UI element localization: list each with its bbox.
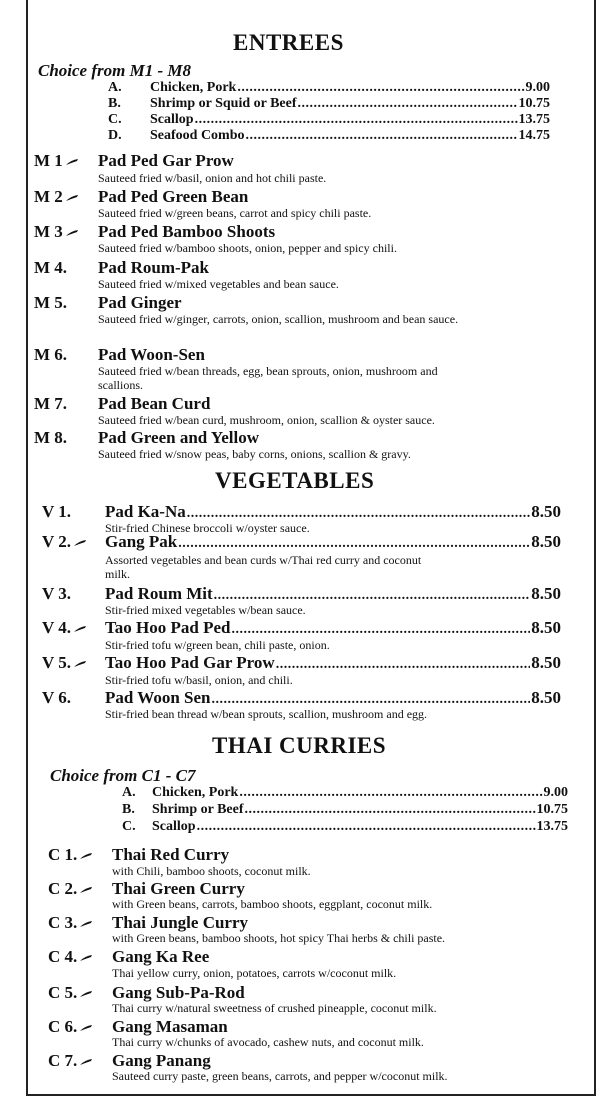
- entrees-heading: ENTREES: [233, 30, 344, 55]
- item-code: V 6.: [42, 688, 71, 707]
- item-desc: Thai curry w/chunks of avocado, cashew nuts, and coconut milk.: [112, 1035, 424, 1049]
- item-code: M 4.: [34, 258, 68, 277]
- curry-option: C. Scallop ..... 13.75: [122, 819, 568, 835]
- item-name: Pad Ped Gar Prow: [98, 151, 234, 170]
- item-name: Pad Bean Curd: [98, 394, 211, 413]
- item-name: Thai Jungle Curry: [112, 913, 249, 932]
- item-code: C 5.: [48, 983, 93, 1003]
- item-name: Pad Green and Yellow: [98, 428, 260, 447]
- item-desc: Stir-fried tofu w/green bean, chili paste, onion.: [105, 638, 330, 652]
- curries-heading: THAI CURRIES: [212, 733, 387, 758]
- item-code: C 6.: [48, 1017, 93, 1037]
- item-code: C 4.: [48, 947, 93, 967]
- chili-pepper-icon: [79, 886, 93, 894]
- veg-item: Tao Hoo Pad Gar Prow ..... 8.50: [105, 653, 561, 673]
- item-desc: Stir-fried bean thread w/bean sprouts, scallion, mushroom and egg.: [105, 707, 428, 721]
- curry-option: B. Shrimp or Beef ..... 10.75: [122, 802, 568, 818]
- item-name: Gang Masaman: [112, 1017, 228, 1036]
- chili-pepper-icon: [73, 539, 87, 547]
- item-desc: Sauteed fried w/bean threads, egg, bean sprouts, onion, mushroom and scallions.: [98, 364, 438, 392]
- item-code: M 1: [34, 151, 79, 171]
- entree-option: C. Scallop ..... 13.75: [108, 112, 550, 128]
- curry-option: A. Chicken, Pork ..... 9.00: [122, 785, 568, 801]
- chili-pepper-icon: [79, 920, 93, 928]
- item-name: Thai Red Curry: [112, 845, 230, 864]
- item-code: M 3: [34, 222, 79, 242]
- entree-option: A. Chicken, Pork ..... 9.00: [108, 80, 550, 96]
- item-desc: Thai yellow curry, onion, potatoes, carrots w/coconut milk.: [112, 966, 397, 980]
- item-desc: with Green beans, bamboo shoots, hot spicy Thai herbs & chili paste.: [112, 931, 446, 945]
- item-code: V 4.: [42, 618, 87, 638]
- item-code: M 7.: [34, 394, 68, 413]
- item-desc: Stir-fried mixed vegetables w/bean sauce.: [105, 603, 306, 617]
- item-desc: Sauteed fried w/basil, onion and hot chili paste.: [98, 171, 327, 185]
- item-name: Gang Ka Ree: [112, 947, 210, 966]
- veg-item: Pad Woon Sen ..... 8.50: [105, 688, 561, 708]
- chili-pepper-icon: [65, 229, 79, 237]
- chili-pepper-icon: [79, 852, 93, 860]
- veg-item: Tao Hoo Pad Ped ..... 8.50: [105, 618, 561, 638]
- item-desc: with Green beans, carrots, bamboo shoots, eggplant, coconut milk.: [112, 897, 433, 911]
- item-name: Pad Woon-Sen: [98, 345, 205, 364]
- item-code: V 5.: [42, 653, 87, 673]
- item-desc: Sauteed fried w/bean curd, mushroom, onion, scallion & oyster sauce.: [98, 413, 435, 427]
- chili-pepper-icon: [79, 1058, 93, 1066]
- veg-item: Pad Roum Mit ..... 8.50: [105, 584, 561, 604]
- item-desc: with Chili, bamboo shoots, coconut milk.: [112, 864, 311, 878]
- item-code: M 6.: [34, 345, 68, 364]
- chili-pepper-icon: [79, 1024, 93, 1032]
- item-name: Pad Roum-Pak: [98, 258, 209, 277]
- item-desc: Thai curry w/natural sweetness of crushed pineapple, coconut milk.: [112, 1001, 437, 1015]
- item-code: M 8.: [34, 428, 68, 447]
- item-code: C 1.: [48, 845, 93, 865]
- chili-pepper-icon: [79, 954, 93, 962]
- item-desc: Sauteed fried w/mixed vegetables and bean sauce.: [98, 277, 339, 291]
- entree-option: D. Seafood Combo ..... 14.75: [108, 128, 550, 144]
- item-code: V 1.: [42, 502, 71, 521]
- item-code: C 3.: [48, 913, 93, 933]
- item-code: V 3.: [42, 584, 71, 603]
- item-desc: Sauteed fried w/snow peas, baby corns, onions, scallion & gravy.: [98, 447, 411, 461]
- item-code: C 2.: [48, 879, 93, 899]
- chili-pepper-icon: [73, 660, 87, 668]
- item-name: Thai Green Curry: [112, 879, 245, 898]
- item-desc: Sauteed fried w/ginger, carrots, onion, scallion, mushroom and bean sauce.: [98, 312, 459, 326]
- chili-pepper-icon: [65, 158, 79, 166]
- item-name: Pad Ped Bamboo Shoots: [98, 222, 276, 241]
- item-code: V 2.: [42, 532, 87, 552]
- curries-choice: Choice from C1 - C7: [50, 766, 196, 785]
- entree-option: B. Shrimp or Squid or Beef ..... 10.75: [108, 96, 550, 112]
- item-desc: Assorted vegetables and bean curds w/Thai red curry and coconut milk.: [105, 553, 422, 581]
- item-code: M 2: [34, 187, 79, 207]
- item-desc: Stir-fried tofu w/basil, onion, and chili.: [105, 673, 293, 687]
- item-code: M 5.: [34, 293, 68, 312]
- chili-pepper-icon: [79, 990, 93, 998]
- item-desc: Stir-fried Chinese broccoli w/oyster sauce.: [105, 521, 310, 535]
- item-desc: Sauteed curry paste, green beans, carrots, and pepper w/coconut milk.: [112, 1069, 448, 1083]
- entrees-choice: Choice from M1 - M8: [38, 61, 191, 80]
- chili-pepper-icon: [73, 625, 87, 633]
- veg-item: Pad Ka-Na ..... 8.50: [105, 502, 561, 522]
- item-desc: Sauteed fried w/bamboo shoots, onion, pepper and spicy chili.: [98, 241, 397, 255]
- item-name: Pad Ped Green Bean: [98, 187, 249, 206]
- item-code: C 7.: [48, 1051, 93, 1071]
- item-desc: Sauteed fried w/green beans, carrot and spicy chili paste.: [98, 206, 372, 220]
- vegetables-heading: VEGETABLES: [215, 468, 375, 493]
- item-name: Gang Panang: [112, 1051, 211, 1070]
- item-name: Gang Sub-Pa-Rod: [112, 983, 245, 1002]
- veg-item: Gang Pak ..... 8.50: [105, 532, 561, 552]
- chili-pepper-icon: [65, 194, 79, 202]
- item-name: Pad Ginger: [98, 293, 182, 312]
